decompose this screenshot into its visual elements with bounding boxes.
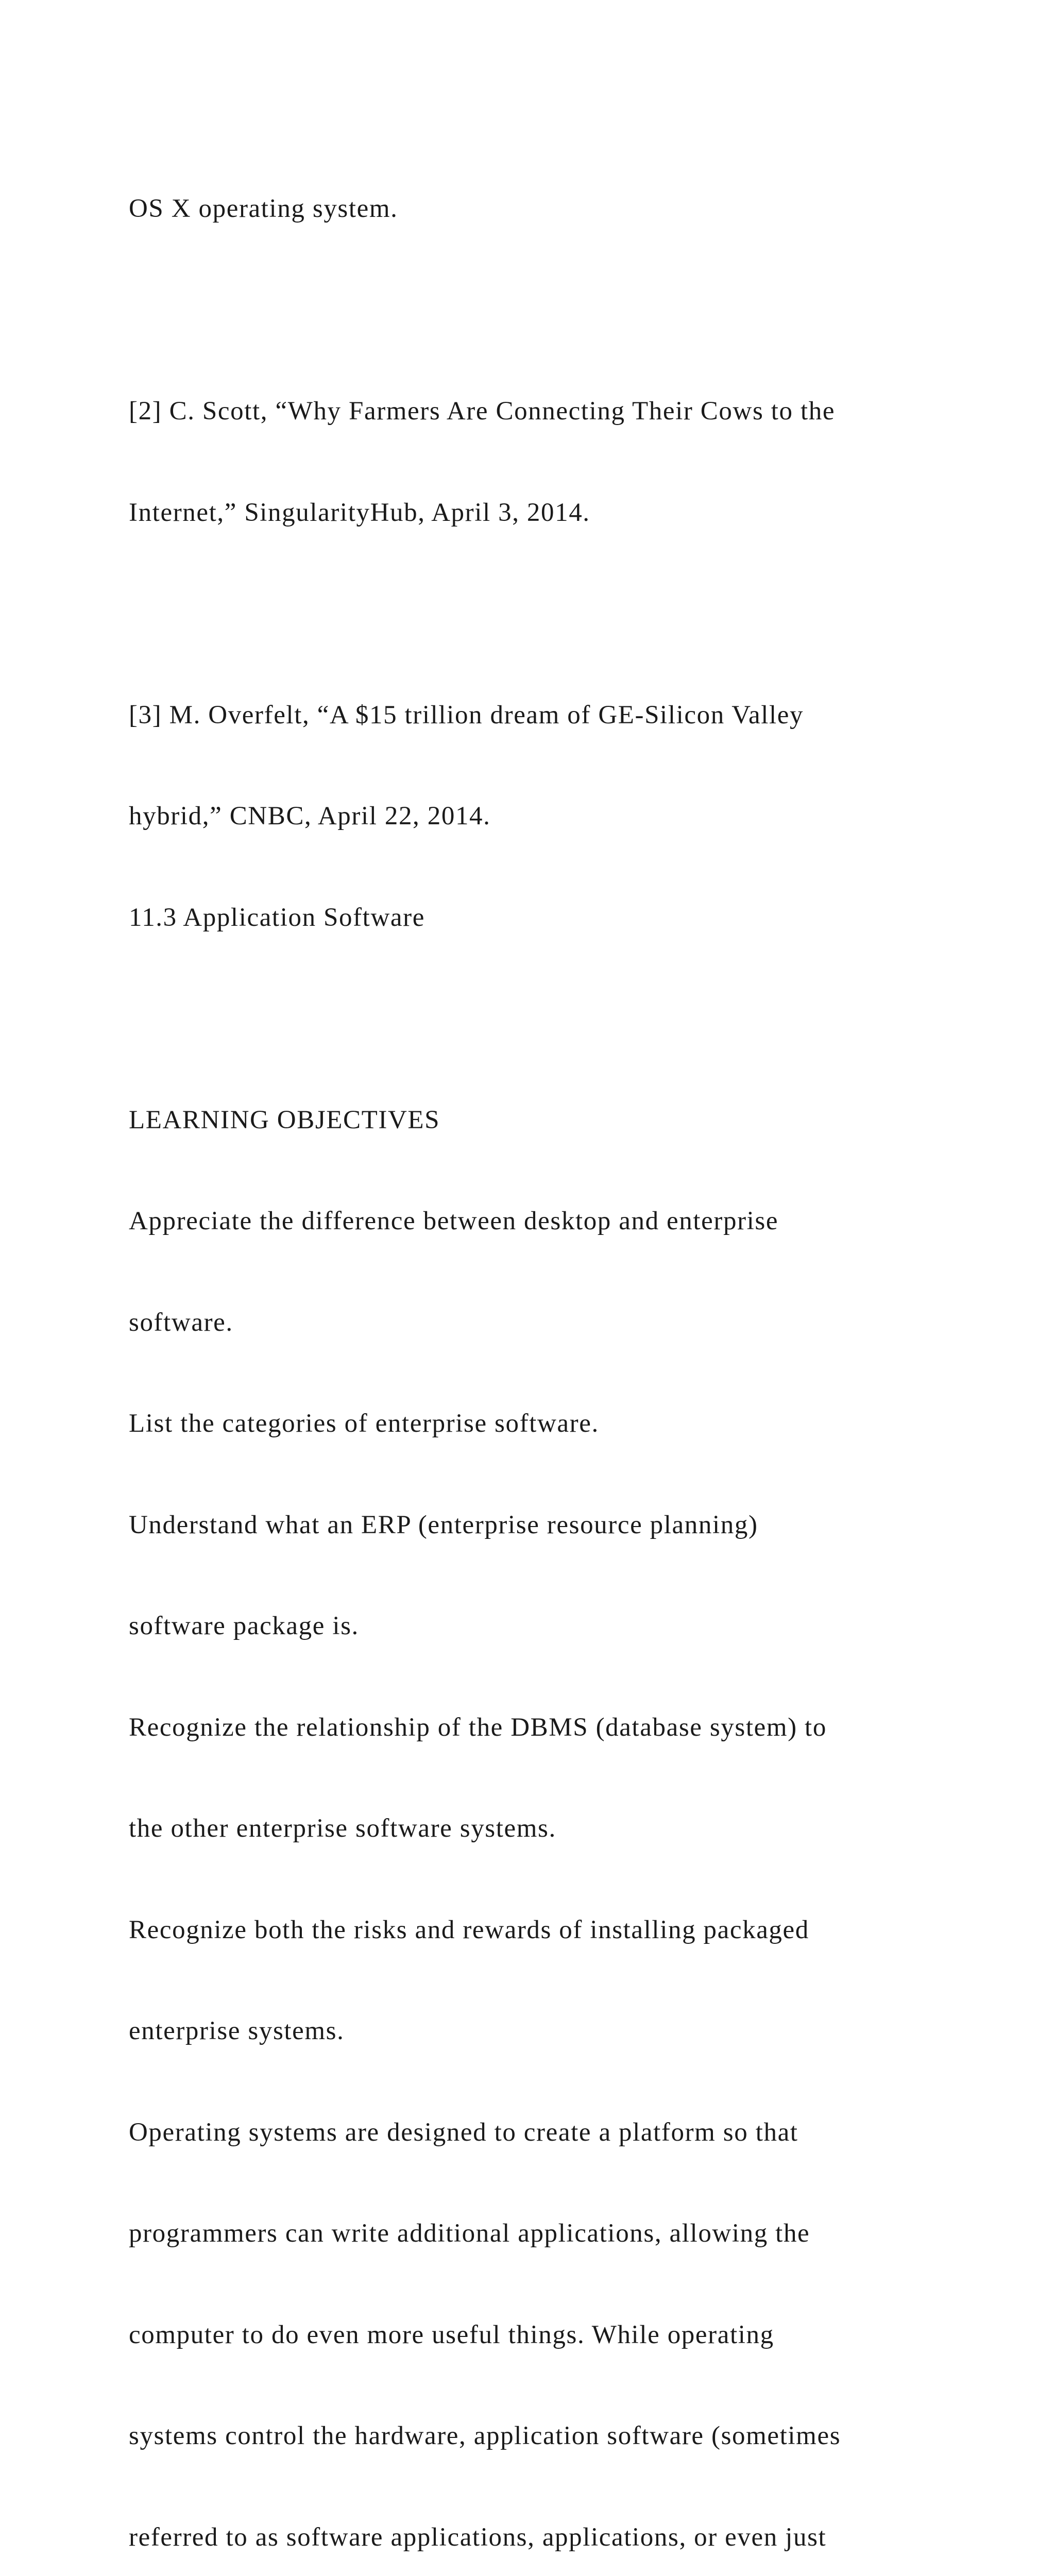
- reference-2-line-1: [2] C. Scott, “Why Farmers Are Connecting Their Cows to the: [129, 397, 836, 426]
- text-line: OS X operating system.: [129, 194, 398, 223]
- objective-line: enterprise systems.: [129, 2016, 345, 2045]
- objective-line: Recognize the relationship of the DBMS (database system) to: [129, 1713, 827, 1742]
- paragraph-line: referred to as software applications, applications, or even just: [129, 2522, 827, 2552]
- paragraph-line: programmers can write additional applications, allowing the: [129, 2219, 810, 2248]
- reference-3-line-2: hybrid,” CNBC, April 22, 2014.: [129, 802, 491, 831]
- blank-line: [129, 294, 1005, 328]
- objective-line: List the categories of enterprise software.: [129, 1409, 599, 1438]
- reference-2-line-2: Internet,” SingularityHub, April 3, 2014.: [129, 498, 590, 527]
- section-heading: 11.3 Application Software: [129, 903, 425, 932]
- reference-3-line-1: [3] M. Overfelt, “A $15 trillion dream of GE-Silicon Valley: [129, 700, 804, 730]
- objective-line: software package is.: [129, 1612, 359, 1640]
- learning-objectives-heading: LEARNING OBJECTIVES: [129, 1105, 440, 1134]
- objective-line: Understand what an ERP (enterprise resource planning): [129, 1510, 758, 1539]
- paragraph-line: computer to do even more useful things. While operating: [129, 2320, 774, 2349]
- blank-line: [129, 1002, 1005, 1036]
- blank-line: [129, 597, 1005, 631]
- paragraph-line: Operating systems are designed to create a platform so that: [129, 2117, 798, 2147]
- document-text: [129, 125, 1005, 2576]
- objective-line: Appreciate the difference between desktop and enterprise: [129, 1207, 779, 1235]
- objective-line: the other enterprise software systems.: [129, 1814, 556, 1843]
- objective-line: Recognize both the risks and rewards of installing packaged: [129, 1915, 809, 1944]
- paragraph-line: systems control the hardware, application software (sometimes: [129, 2421, 841, 2450]
- objective-line: software.: [129, 1308, 233, 1337]
